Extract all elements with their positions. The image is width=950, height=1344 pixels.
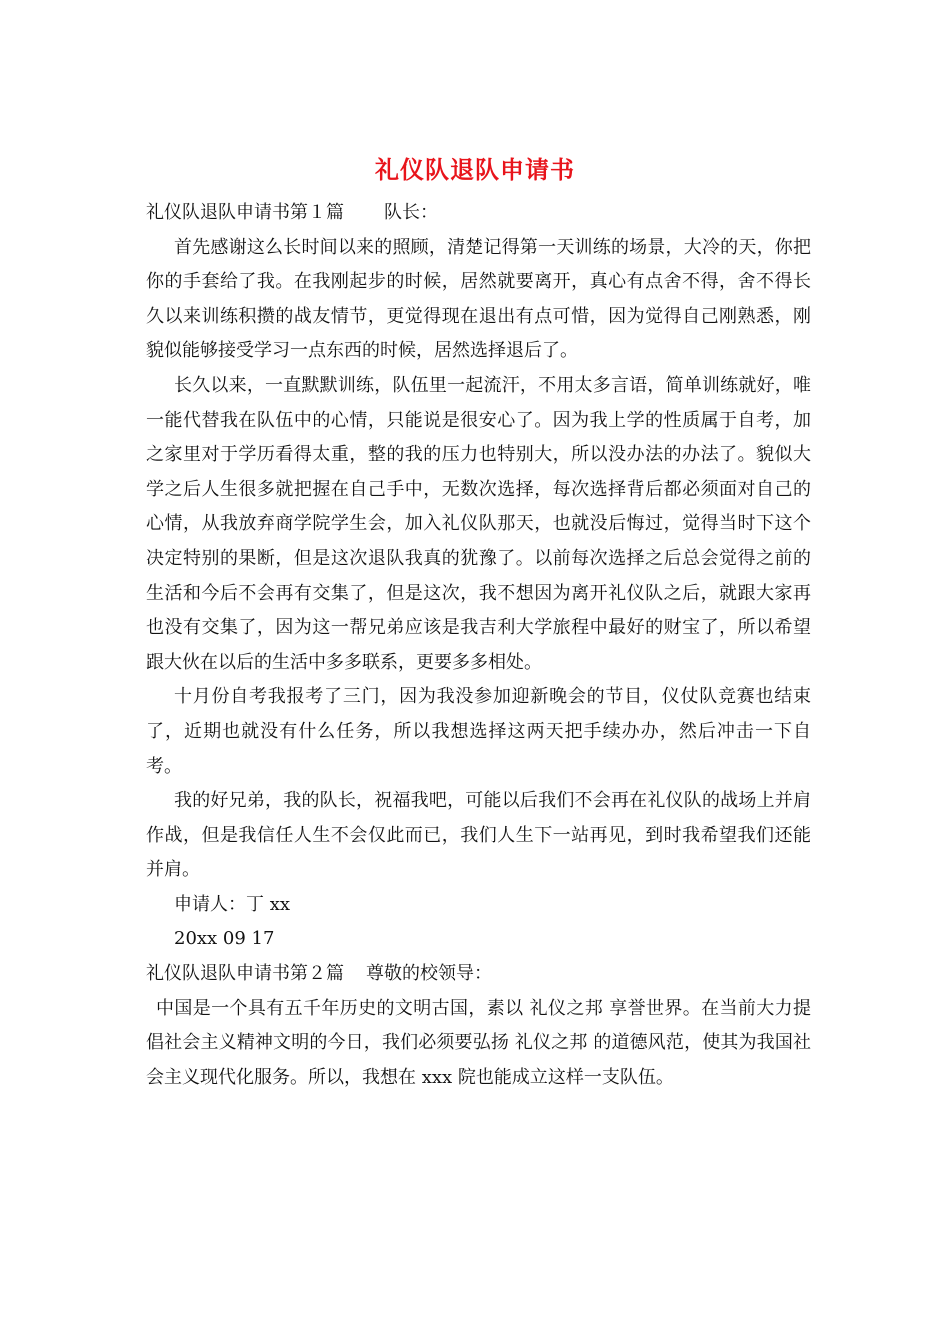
- section-2-paragraph: 中国是一个具有五千年历史的文明古国，素以 礼仪之邦 享誉世界。在当前大力提倡社会主义精神文明的今日，我们必须要弘扬 礼仪之邦 的道德风范，使其为我国社会主义现代化服务。所以，我想在 xxx 院也能成立这样一支队伍。: [146, 997, 811, 1088]
- document-title: 礼仪队退队申请书: [375, 155, 575, 184]
- section-1-paragraph: 长久以来，一直默默训练，队伍里一起流汗，不用太多言语，简单训练就好，唯一能代替我在队伍中的心情，只能说是很安心了。因为我上学的性质属于自考，加之家里对于学历看得太重，整的我的压力也特别大，所以没办法的办法了。貌似大学之后人生很多就把握在自己手中，无数次选择，每次选择背后都必须面对自己的心情，从我放弃商学院学生会，加入礼仪队那天，也就没后悔过，觉得当时下这个决定特别的果断，但是这次退队我真的犹豫了。以前每次选择之后总会觉得之前的生活和今后不会再有交集了，但是这次，我不想因为离开礼仪队之后，就跟大家再也没有交集了，因为这一帮兄弟应该是我吉利大学旅程中最好的财宝了，所以希望跟大伙在以后的生活中多多联系，更要多多相处。: [146, 374, 811, 673]
- section-1-heading: 礼仪队退队申请书第１篇: [146, 202, 344, 223]
- section-1-paragraph: 首先感谢这么长时间以来的照顾，清楚记得第一天训练的场景，大冷的天，你把你的手套给了我。在我刚起步的时候，居然就要离开，真心有点舍不得，舍不得长久以来训练积攒的战友情节，更觉得现在退出有点可惜，因为觉得自己刚熟悉，刚貌似能够接受学习一点东西的时候，居然选择退后了。: [146, 236, 811, 362]
- section-2-heading-line: [146, 957, 811, 992]
- section-2-heading: 礼仪队退队申请书第２篇: [146, 963, 344, 985]
- signature: 申请人：丁 xx: [174, 893, 291, 915]
- section-1-heading-line: [146, 196, 811, 231]
- section-1-salutation: 队长：: [384, 202, 438, 223]
- section-2-salutation: 尊敬的校领导：: [366, 963, 492, 985]
- signature-date: 20xx 09 17: [174, 928, 275, 950]
- section-1-paragraph: 我的好兄弟，我的队长，祝福我吧，可能以后我们不会再在礼仪队的战场上并肩作战，但是我信任人生不会仅此而已，我们人生下一站再见，到时我希望我们还能并肩。: [146, 790, 811, 881]
- document-body: [146, 196, 811, 1095]
- section-1-paragraph: 十月份自考我报考了三门，因为我没参加迎新晚会的节目，仪仗队竞赛也结束了，近期也就没有什么任务，所以我想选择这两天把手续办办，然后冲击一下自考。: [146, 686, 811, 777]
